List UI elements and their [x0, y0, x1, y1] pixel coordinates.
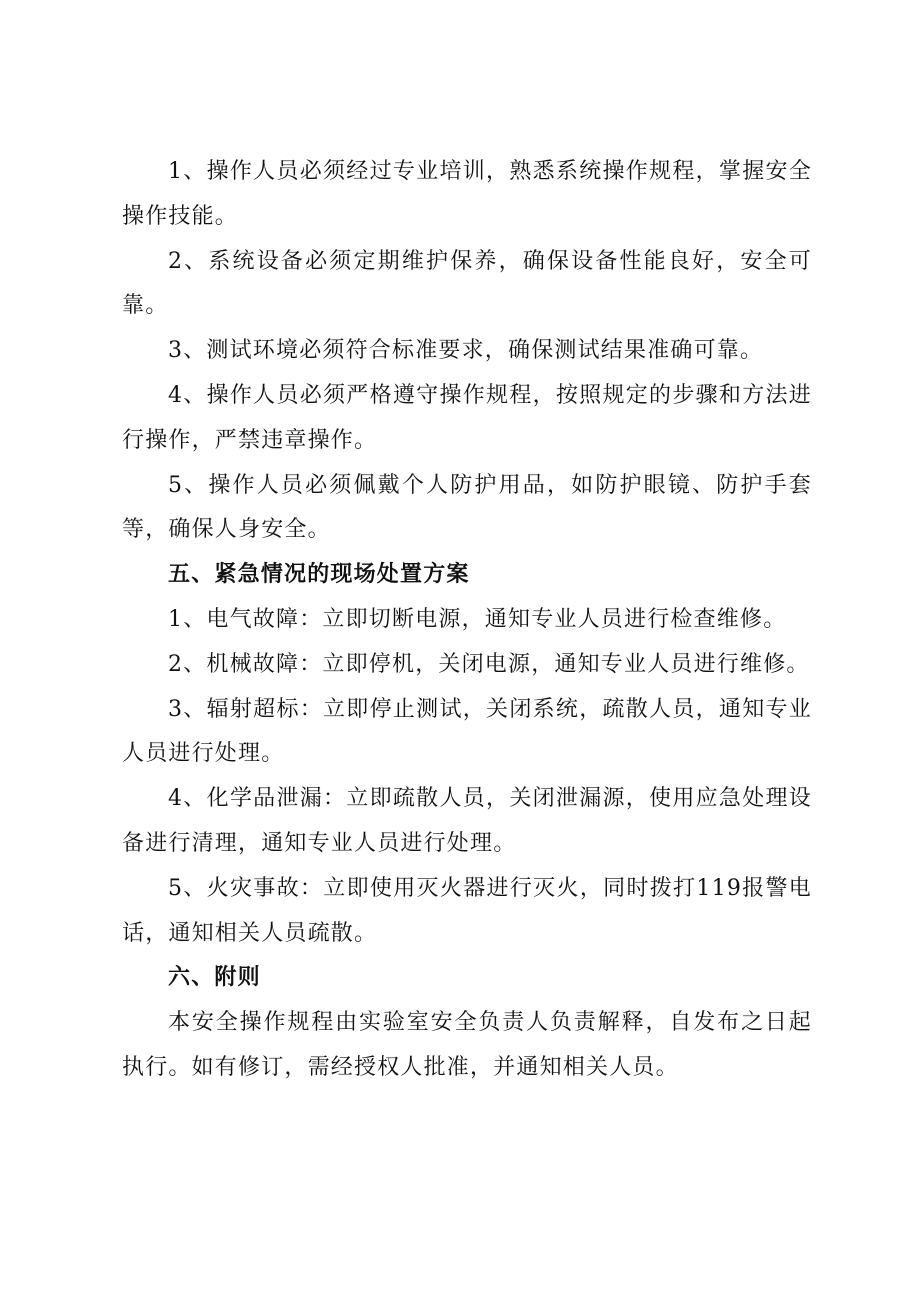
paragraph-item-3: 3、测试环境必须符合标准要求，确保测试结果准确可靠。 [168, 338, 764, 364]
paragraph-item-5: 5、操作人员必须佩戴个人防护用品，如防护眼镜、防护手套等，确保人身安全。 [122, 472, 812, 543]
paragraph-emergency-4: 4、化学品泄漏：立即疏散人员，关闭泄漏源，使用应急处理设备进行清理，通知专业人员进行处理。 [122, 786, 812, 856]
paragraph-emergency-1: 1、电气故障：立即切断电源，通知专业人员进行检查维修。 [168, 606, 787, 632]
paragraph-emergency-2: 2、机械故障：立即停机，关闭电源，通知专业人员进行维修。 [168, 651, 810, 677]
paragraph-appendix: 本安全操作规程由实验室安全负责人负责解释，自发布之日起执行。如有修订，需经授权人批准，并通知相关人员。 [122, 1010, 812, 1080]
paragraph-emergency-3: 3、辐射超标：立即停止测试，关闭系统，疏散人员，通知专业人员进行处理。 [122, 696, 812, 767]
section-heading-emergency: 五、紧急情况的现场处置方案 [168, 562, 470, 588]
section-heading-appendix: 六、附则 [168, 965, 261, 991]
paragraph-item-4: 4、操作人员必须严格遵守操作规程，按照规定的步骤和方法进行操作，严禁违章操作。 [122, 382, 812, 453]
paragraph-item-1: 1、操作人员必须经过专业培训，熟悉系统操作规程，掌握安全操作技能。 [122, 159, 812, 229]
document-body [122, 150, 812, 1091]
paragraph-item-2: 2、系统设备必须定期维护保养，确保设备性能良好，安全可靠。 [122, 248, 812, 319]
paragraph-emergency-5: 5、火灾事故：立即使用灭火器进行灭火，同时拨打119报警电话，通知相关人员疏散。 [122, 875, 812, 946]
